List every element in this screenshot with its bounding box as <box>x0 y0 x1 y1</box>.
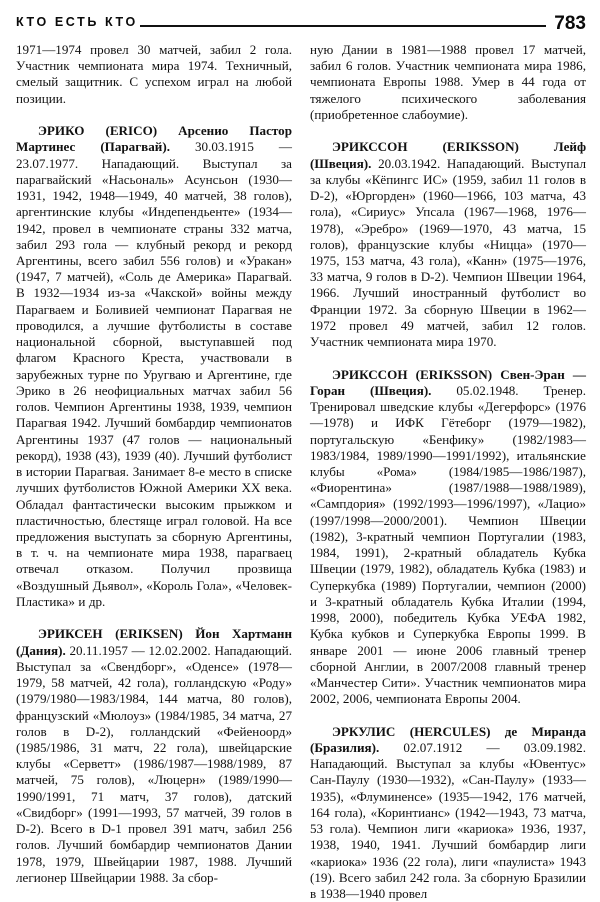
entry-body: 30.03.1915 — 23.07.1977. Нападающий. Выступал за парагвайский «Насьональ» Асунсьон (1930—1931, 1942, 1948—1949, 40 матчей, 38 голов), аргентинские клубы «Индепендьенте» (1934—1942, провел в чемпионате страны 332 матча, забил 293 гола — клубный рекорд и рекорд Аргентины, всего забил 556 голов) и «Уракан» (1947, 7 матчей), «Соль де Америка» Парагвай. В 1932—1934 из-за «Чакской» войны между Парагваем и Боливией чемпионат Парагвая не проводился, а лучшие футболисты в составе национальной сборной, выступавшей под флагом Красного Креста, участвовали в зарубежных турне по Уругваю и Аргентине, где Эрико в 26 неофициальных матчах забил 56 голов. Чемпион Аргентины 1938, 1939, чемпион Парагвая 1942. Лучший бомбардир чемпионатов Аргентины 1937 (47 голов — национальный рекорд), 1938 (43), 1939 (40). Лучший футболист в истории Парагвая. Занимает 8-е место в списке лучших футболистов Южной Америки XX века. Обладал фантастически высоким прыжком и пластичностью, блестяще играл головой. На все предложения выступать за сборную Аргентины, в т. ч. на чемпионате мира 1938, парагваец отвечал отказом. Получил прозвища «Воздушный Дьявол», «Король Гола», «Человек-Пластика» и др. <box>16 139 292 609</box>
running-head-title: КТО ЕСТЬ КТО <box>16 15 138 30</box>
text-columns <box>16 42 586 902</box>
page-number: 783 <box>554 12 586 34</box>
paragraph-continued: 1971—1974 провел 30 матчей, забил 2 гола. Участник чемпионата мира 1974. Техничный, смелый защитник. С успехом играл на любой позиции. <box>16 42 292 106</box>
entry-eriksen <box>16 626 292 886</box>
entry-hercules <box>310 724 586 902</box>
entry-eriksson-leif <box>310 139 586 350</box>
entry-name: ЭРИКССОН (ERIKSSON) Свен-Эран — Горан (Швеция). <box>310 366 586 398</box>
entry-body: 05.02.1948. Тренер. Тренировал шведские клубы «Дегерфорс» (1976—1978) и ИФК Гётеборг (1979—1982), португальскую «Бенфику» (1982/1983—1983/1984, 1989/1990—1991/1992), итальянские клубы «Рома» (1984/1985—1986/1987), «Фиорентина» (1987/1988—1988/1989), «Сампдория» (1992/1993—1996/1997), «Лацио» (1997/1998—2000/2001). Чемпион Швеции (1982), 3-кратный чемпион Португалии (1983, 1984, 1991), 2-кратный обладатель Кубка Швеции (1979, 1982), обладатель Кубка (1983) и Суперкубка (1989) Португалии, чемпион (2000) и 3-кратный обладатель Кубка Италии (1994, 1998, 2000), победитель Кубка УЕФА 1982, Кубка кубков и Суперкубка Европы 1999. В январе 2001 — июне 2006 главный тренер сборной Англии, в 2007/2008 главный тренер «Манчестер Сити». Участник чемпионатов мира 2002, 2006, чемпионата Европы 2004. <box>310 382 586 707</box>
entry-name: ЭРИКСЕН (ERIKSEN) Йон Хартманн (Дания). <box>16 626 292 658</box>
entry-eriksson-sven-goran <box>310 367 586 708</box>
entry-body: 20.03.1942. Нападающий. Выступал за клубы «Кёпингс ИС» (1959, забил 11 голов в D-2), «Юргорден» (1960—1966, 103 матча, 43 гола), «Сириус» Упсала (1967—1968, 1976—1978), «Эребро» (1969—1970, 43 матча, 15 голов), французские клубы «Ницца» (1970—1975, 153 матча, 43 гола), «Канн» (1975—1976, 33 матча, 9 голов в D-2). Чемпион Швеции 1964, 1966. Лучший иностранный футболист во Франции 1972. За сборную Швеции в 1962—1972 провел 49 матчей, забил 12 голов. Участник чемпионата мира 1970. <box>310 155 586 350</box>
running-head <box>16 10 586 36</box>
paragraph-continued: ную Дании в 1981—1988 провел 17 матчей, забил 6 голов. Участник чемпионата мира 1986, чемпионата Европы 1988. Умер в 44 года от тяжелого психического заболевания (приобретенное слабоумие). <box>310 42 586 122</box>
left-column <box>16 42 292 898</box>
entry-name: ЭРИКССОН (ERIKSSON) Лейф (Швеция). <box>310 139 586 171</box>
entry-body: 20.11.1957 — 12.02.2002. Нападающий. Выступал за «Свендборг», «Оденсе» (1978—1979, 58 матчей, 42 гола), голландскую «Роду» (1979/1980—1983/1984, 144 матча, 80 голов), французский «Мюлоуз» (1984/1985, 34 матча, 27 голов в D-2), голландский «Фейеноорд» (1985/1986, 31 матч, 22 гола), швейцарские клубы «Серветт» (1986/1987—1988/1989, 87 матчей, 75 голов), «Люцерн» (1989/1990—1990/1991, 71 матч, 37 голов), датский «Свидборг» (1991—1993, 57 матчей, 39 голов в D-2). Всего в D-1 провел 391 матч, забил 256 голов. Лучший бомбардир чемпионатов Дании 1978, 1979, Швейцарии 1987, 1988. Лучший легионер Швейцарии 1988. За сбор- <box>16 642 292 885</box>
running-head-rule <box>140 25 547 27</box>
right-column <box>310 42 586 902</box>
entry-name: ЭРИКО (ERICO) Арсенио Пастор Мартинес (Парагвай). <box>16 123 292 155</box>
entry-body: 02.07.1912 — 03.09.1982. Нападающий. Выступал за клубы «Ювентус» Сан-Паулу (1930—1932), «Сан-Паулу» (1933—1935), «Флуминенсе» (1935—1942, 176 матчей, 164 гола), «Коринтианс» (1942—1943, 73 матча, 53 гола). Чемпион лиги «кариока» 1936, 1937, 1938, 1940, 1941. Лучший бомбардир лиги «кариока» 1936 (22 гола), лиги «паулиста» 1943 (19). Всего забил 242 гола. За сборную Бразилии в 1938—1940 провел <box>310 739 586 902</box>
entry-name: ЭРКУЛИС (HERCULES) де Миранда (Бразилия). <box>310 723 586 755</box>
entry-erico <box>16 123 292 610</box>
